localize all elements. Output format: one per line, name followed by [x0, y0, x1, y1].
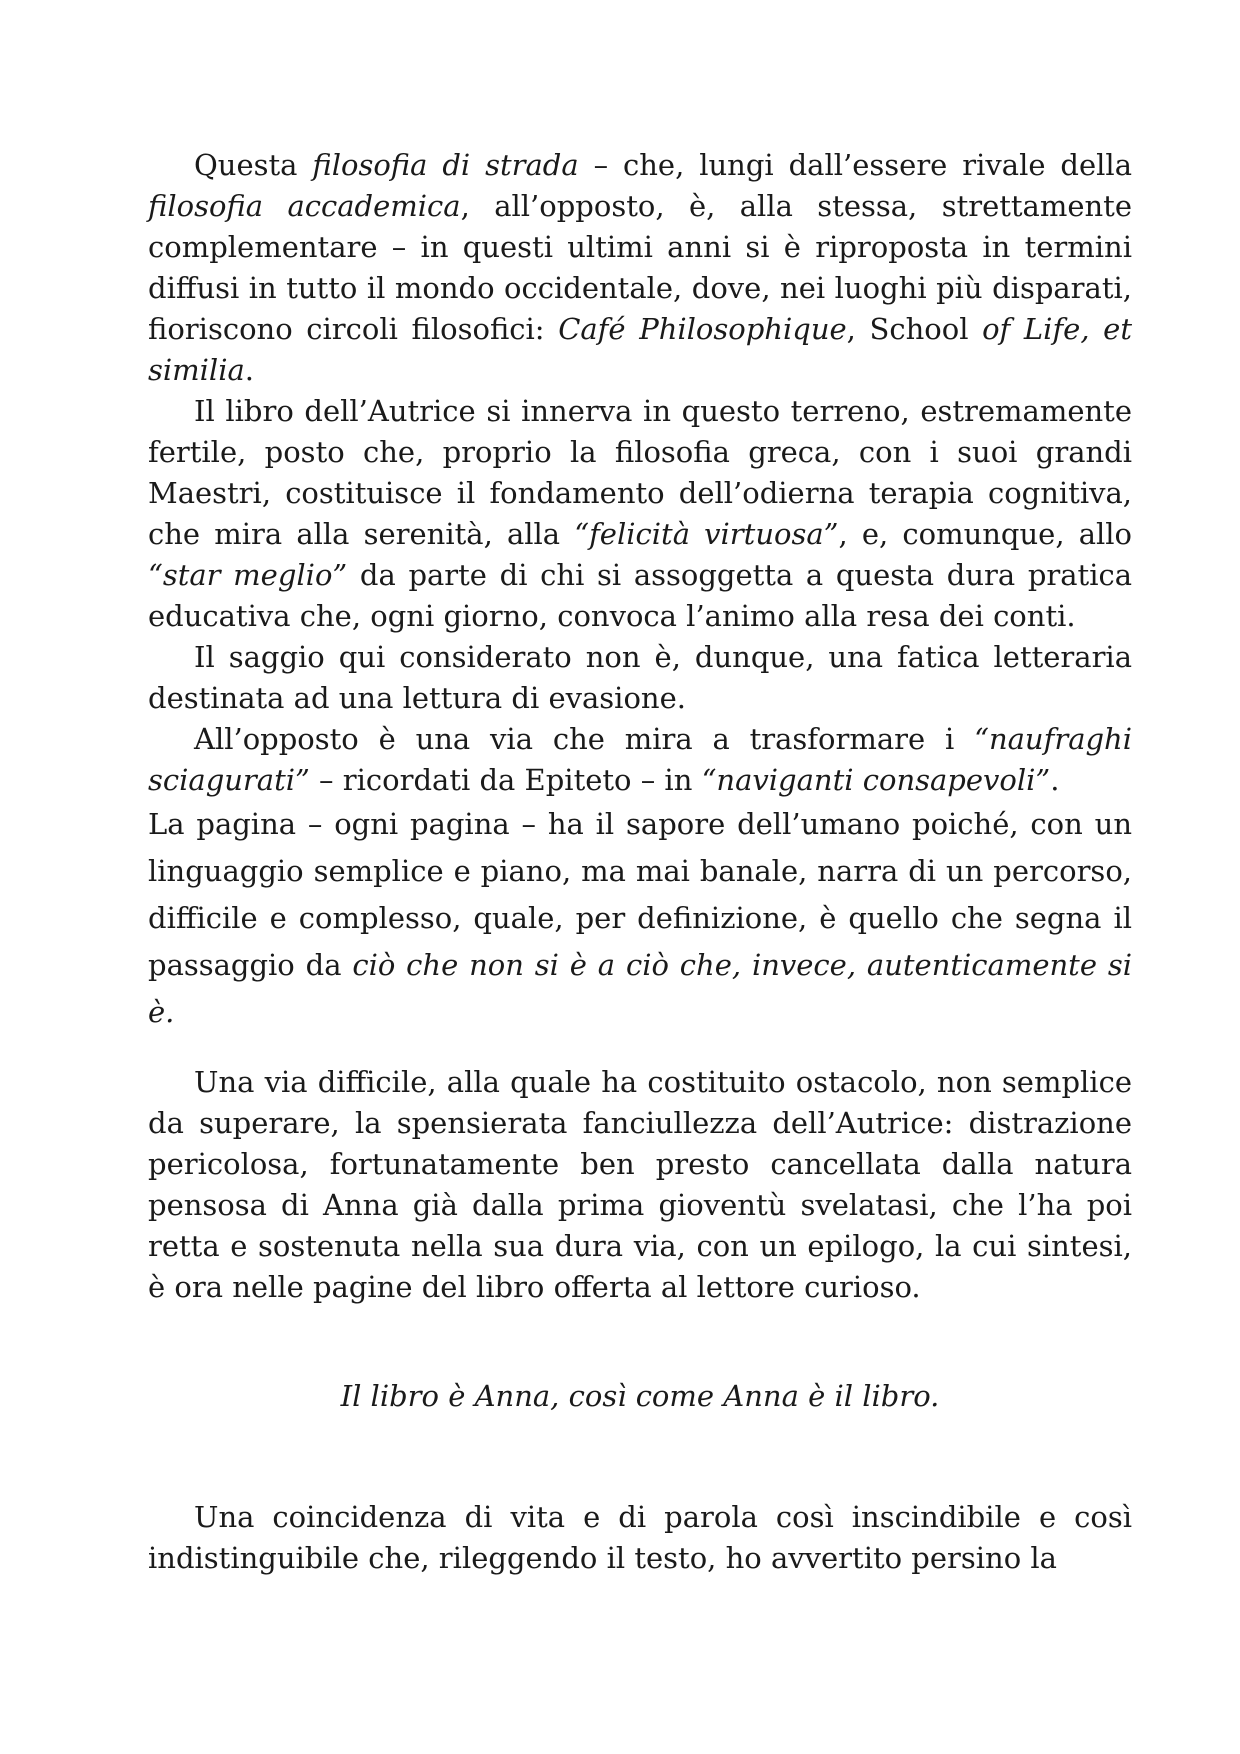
paragraph-6: Una via difficile, alla quale ha costituito ostacolo, non semplice da superare, la spensierata fanciullezza dell’Autrice: distrazione pericolosa, fortunatamente ben presto cancellata dalla natura pensosa di Anna già dalla prima gioventù svelatasi, che l’ha poi retta e sostenuta nella sua dura via, con un epilogo, la cui sintesi, è ora nelle pagine del libro offerta al lettore curioso. [148, 1065, 1132, 1304]
centered-quote: Il libro è Anna, così come Anna è il libro. [340, 1379, 940, 1413]
paragraph-2: Il libro dell’Autrice si innerva in questo terreno, estremamente fertile, posto che, proprio la filosofia greca, con i suoi grandi Maestri, costituisce il fondamento dell’odierna terapia cognitiva, che mira alla serenità, alla “felicità virtuosa”, e, comunque, allo “star meglio” da parte di chi si assoggetta a questa dura pratica educativa che, ogni giorno, convoca l’animo alla resa dei conti. [148, 394, 1133, 633]
paragraph-3: Il saggio qui considerato non è, dunque, una fatica letteraria destinata ad una lettura di evasione. [148, 640, 1132, 715]
paragraph-1: Questa filosofia di strada – che, lungi dall’essere rivale della filosofia accademica, all’opposto, è, alla stessa, strettamente complementare – in questi ultimi anni si è riproposta in termini diffusi in tutto il mondo occidentale, dove, nei luoghi più disparati, fioriscono circoli filosofici: Café Philosophique, School of Life, et similia. [148, 148, 1133, 387]
document-page [148, 145, 1132, 1579]
paragraph-7: Una coincidenza di vita e di parola così inscindibile e così indistinguibile che, rileggendo il testo, ho avvertito persino la [148, 1500, 1132, 1575]
paragraph-5: La pagina – ogni pagina – ha il sapore dell’umano poiché, con un linguaggio semplice e piano, ma mai banale, narra di un percorso, difficile e complesso, quale, per definizione, è quello che segna il passaggio da ciò che non si è a ciò che, invece, autenticamente si è. [148, 807, 1132, 1029]
paragraph-4: All’opposto è una via che mira a trasformare i “naufraghi sciagurati” – ricordati da Epiteto – in “naviganti consapevoli”. [148, 722, 1132, 797]
